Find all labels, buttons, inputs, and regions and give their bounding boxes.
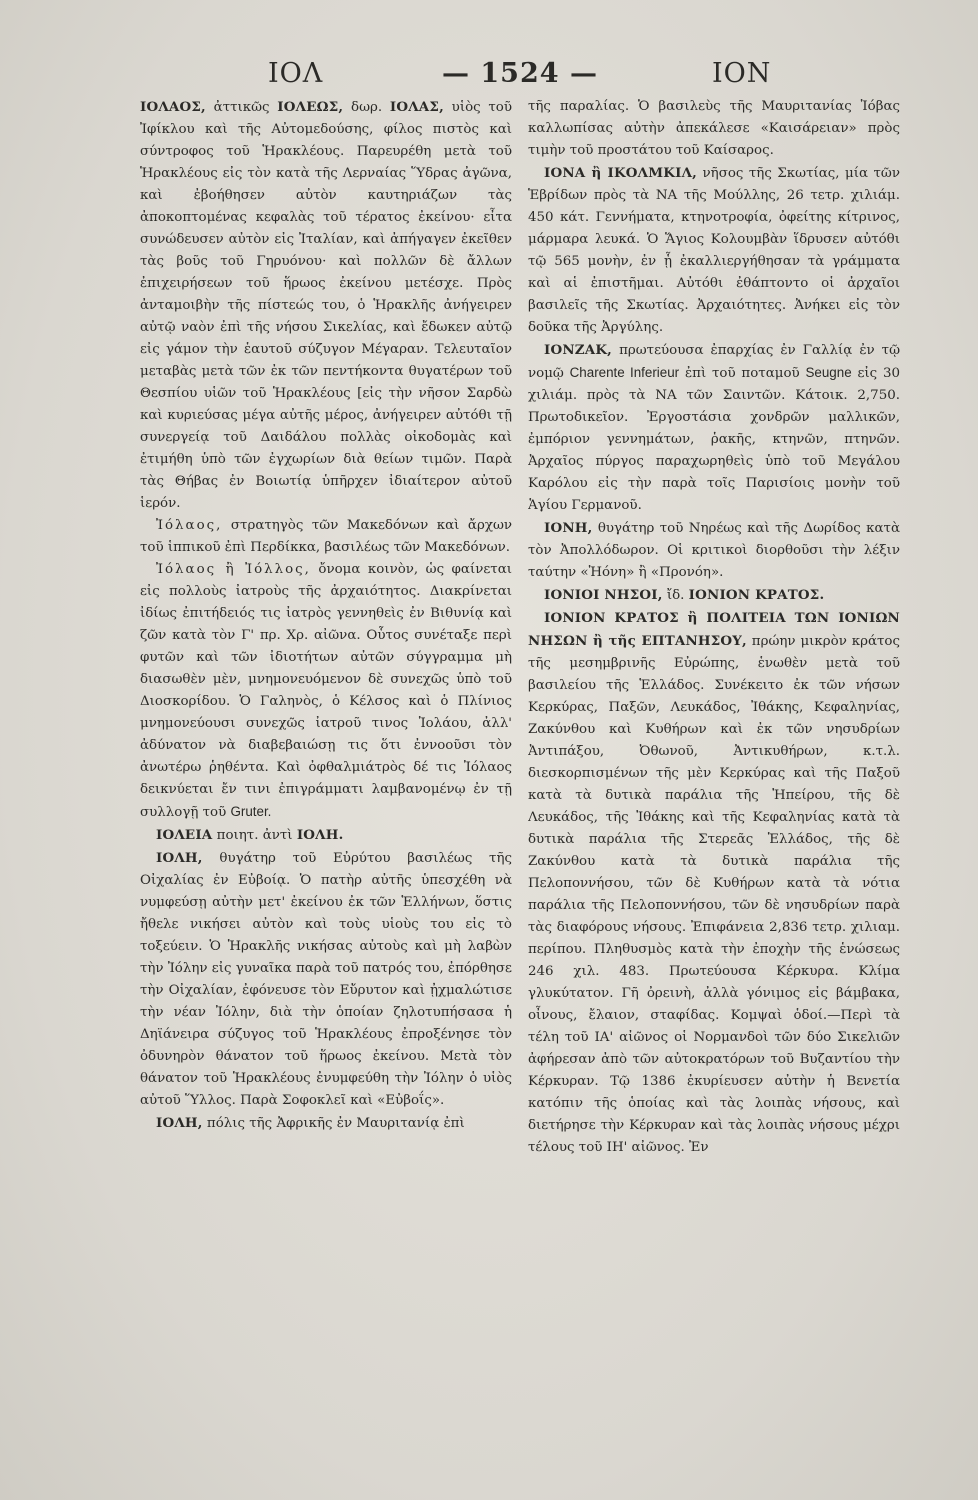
entry-text: θυγάτηρ τοῦ Εὐρύτου βασιλέως τῆς Οἰχαλίας ἐν Εὐβοίᾳ. Ὁ πατὴρ αὐτῆς ὑπεσχέθη νὰ νυμφεύσῃ αὐτὴν μετ' ἐκείνου ἐκ τῶν Ἑλλήνων, ὅστις ἤθελε νικήσει αὐτὸν καὶ τοὺς υἱοὺς του εἰς τὸ τοξεύειν. Ὁ Ἡρακλῆς νικήσας αὐτοὺς καὶ μὴ λαβὼν τὴν Ἰόλην εἰς γυναῖκα παρὰ τοῦ πατρός του, ἐπόρθησε τὴν Οἰχαλίαν, ἐφόνευσε τὸν Εὔρυτον καὶ ᾐχμαλώτισε τὴν νέαν Ἰόλην, διὰ τὴν ὁποίαν ζηλοτυπήσασα ἡ Δηϊάνειρα σύζυγος τοῦ Ἡρακλέους ἐπροξένησε τὸν ὀδυνηρὸν θάνατον τοῦ ἥρωος ἐκείνου. Μετὰ τὸν θάνατον τοῦ Ἡρακλέους ἐνυμφεύθη τὴν Ἰόλην ὁ υἱὸς αὐτοῦ Ὕλλος. Παρὰ Σοφοκλεῖ καὶ «Εὐβοΐς». <box>140 851 512 1108</box>
entry-iolaos-general <box>140 515 512 559</box>
header-left-keyword: ΙΟΛ <box>268 58 324 89</box>
page-header <box>0 58 978 98</box>
cross-reference: ΙΟΛΗ. <box>296 827 344 843</box>
entry-text: στρατηγὸς τῶν Μακεδόνων καὶ ἄρχων τοῦ ἱππικοῦ ἐπὶ Περδίκκα, βασιλέως τῶν Μακεδόνων. <box>140 518 512 555</box>
entry-text: δωρ. <box>343 100 390 115</box>
entry-headword-variant: ΙΟΛΑΣ, <box>389 99 444 115</box>
entry-iole-city <box>140 1112 512 1135</box>
cross-reference: ΙΟΝΙΟΝ ΚΡΑΤΟΣ. <box>688 587 825 603</box>
entry-headword: ΙΟΝΙΟΙ ΝΗΣΟΙ, <box>544 587 663 603</box>
entry-text: ἀττικῶς <box>205 100 278 115</box>
entry-text: πρώην μικρὸν κράτος τῆς μεσημβρινῆς Εὐρώπης, ἑνωθὲν μετὰ τοῦ βασιλείου τῆς Ἑλλάδος. Συνέκειτο ἐκ τῶν νήσων Κερκύρας, Παξῶν, Λευκάδος, Ἰθάκης, Κεφαληνίας, Ζακύνθου καὶ Κυθήρων καὶ ἐκ τῶν νησυδρίων Ἀντιπάξου, Ὀθωνοῦ, Ἀντικυθήρων, κ.τ.λ. διεσκορπισμένων τῆς μὲν Κερκύρας καὶ τῆς Παξοῦ κατὰ τὰ δυτικὰ παράλια τῆς Ἠπείρου, τῆς δὲ Λευκάδος, τῆς Ἰθάκης καὶ τῆς Κεφαληνίας κατὰ τὰ δυτικὰ παράλια τῆς Στερεᾶς Ἑλλάδος, τῆς δὲ Ζακύνθου κατὰ τὰ δυτικὰ παράλια τῆς Πελοποννήσου, τῶν δὲ Κυθήρων κατὰ τὰ νότια παράλια τῆς Πελοποννήσου, τῶν δὲ νησυδρίων παρὰ τὰς διαφόρους νήσους. Ἐπιφάνεια 2,836 τετρ. χιλιαμ. περίπου. Πληθυσμὸς κατὰ τὴν ἐποχὴν τῆς ἑνώσεως 246 χιλ. 483. Πρωτεύουσα Κέρκυρα. Κλίμα γλυκύτατον. Γῆ ὀρεινὴ, ἀλλὰ γόνιμος εἰς βάμβακα, οἶνους, ἔλαιον, σταφίδας. Κομψαὶ ὁδοί.—Περὶ τὰ τέλη τοῦ ΙΑ' αἰῶνος οἱ Νορμανδοὶ τῶν δύο Σικελιῶν ἀφήρεσαν ἀπὸ τῶν αὐτοκρατόρων τοῦ Βυζαντίου τὴν Κέρκυραν. Τῷ 1386 ἐκυρίευσεν αὐτὴν ἡ Βενετία κατόπιν τῆς ὁποίας καὶ τὰς λοιπὰς νήσους, καὶ διετήρησε τὴν Κέρκυραν καὶ τὰς λοιπὰς νήσους μέχρι τέλους τοῦ ΙΗ' αἰῶνος. Ἐν <box>528 634 900 1155</box>
entry-text: υἱὸς τοῦ Ἰφίκλου καὶ τῆς Αὐτομεδούσης, φίλος πιστὸς καὶ σύντροφος τοῦ Ἡρακλέους. Παρευρέθη μετὰ τοῦ Ἡρακλέους εἰς τὸν κατὰ τῆς Λερναίας Ὕδρας ἀγῶνα, καὶ ἐβοήθησεν αὐτὸν καυτηριάζων τὰς ἀποκοπτομένας κεφαλὰς τοῦ τέρατος ἐκείνου· εἶτα συνώδευσεν αὐτὸν εἰς Ἰταλίαν, καὶ ἀπήγαγεν ἐκεῖθεν τὰς βοῦς τοῦ Γηρυόνου· καὶ πολλῶν δὲ ἄλλων ἐπιχειρήσεων τοῦ ἥρωος ἐκείνου μετέσχε. Πρὸς ἀνταμοιβὴν τῆς πίστεώς του, ὁ Ἡρακλῆς ἀνήγειρεν αὐτῷ ναὸν ἐπὶ τῆς νήσου Σικελίας, καὶ ἔδωκεν αὐτῷ εἰς γάμον τὴν ἑαυτοῦ σύζυγον Μέγαραν. Τελευταῖον μεταβὰς μετὰ τῶν ἐκ τῶν πεντήκοντα θυγατέρων τοῦ Θεσπίου υἱῶν τοῦ Ἡρακλέους [εἰς τὴν νῆσον Σαρδὼ καὶ κυριεύσας μέγα αὐτῆς μέρος, ἀνήγειρεν αὐτόθι τῇ συνεργείᾳ τοῦ Δαιδάλου πολλὰς οἰκοδομὰς καὶ ἐτιμήθη ὑπὸ τῶν ἐγχωρίων διὰ θείων τιμῶν. Παρὰ τὰς Θήβας ἐν Βοιωτίᾳ ὑπῆρχεν ἰδιαίτερον αὐτοῦ ἱερόν. <box>140 100 512 511</box>
entry-headword: ΙΟΛΑΟΣ, <box>140 99 206 115</box>
entry-text: πρωτεύουσα ἐπαρχίας ἐν Γαλλίᾳ ἐν τῷ νομῷ <box>528 343 900 381</box>
entry-ione <box>528 517 900 584</box>
entry-headword: ΙΟΛΗ, <box>156 850 203 866</box>
entry-headword: ΙΟΛΗ, <box>156 1115 203 1131</box>
header-right-keyword: ΙΟΝ <box>712 58 772 89</box>
latin-term: Charente Inferieur <box>569 365 680 380</box>
entry-text: ὄνομα κοινὸν, ὡς φαίνεται εἰς πολλοὺς ἰατροὺς τῆς ἀρχαιότητος. Διακρίνεται ἰδίως ἐπιτήδειός τις ἰατρὸς γεννηθεὶς ἐν Βιθυνίᾳ καὶ ζῶν κατὰ τὸν Γ' πρ. Χρ. αἰῶνα. Οὗτος συνέταξε περὶ φυτῶν καὶ τῶν ἰδιοτήτων αὐτῶν σύγγραμμα μὴ διασωθὲν μὲν, μνημονευόμενον δὲ συνεχῶς ὑπὸ τοῦ Διοσκορίδου. Ὁ Γαληνὸς, ὁ Κέλσος καὶ ὁ Πλίνιος μνημονεύουσι συνεχῶς ἰατροῦ τινος Ἰολάου, ἀλλ' ἀδύνατον νὰ διαβεβαιώσῃ τις ὅτι ἐννοοῦσι τὸν ἀνωτέρω ῥηθέντα. Καὶ ὀφθαλμιάτρὸς δέ τις Ἰόλαος δεικνύεται ἔν τινι ἐπιγράμματι λαμβανομένῳ ἐν τῇ συλλογῇ τοῦ <box>140 562 512 820</box>
entry-headword: Ἰόλαος ἢ Ἰόλλος, <box>156 562 311 577</box>
entry-text: ἐπὶ τοῦ ποταμοῦ <box>679 366 806 381</box>
entry-headword: ΙΟΝΙΟΝ ΚΡΑΤΟΣ ἢ ΠΟΛΙΤΕΙΑ ΤΩΝ ΙΟΝΙΩΝ ΝΗΣΩΝ ἢ τῆς ΕΠΤΑΝΗΣΟΥ, <box>528 610 900 649</box>
entry-text: τῆς παραλίας. Ὁ βασιλεὺς τῆς Μαυριτανίας Ἰόβας καλλωπίσας αὐτὴν ἀπεκάλεσε «Καισάρειαν» πρὸς τιμὴν τοῦ προστάτου τοῦ Καίσαρος. <box>528 99 900 158</box>
latin-term: Seugne <box>805 365 852 380</box>
entry-iole <box>140 847 512 1112</box>
entry-iole-city-continued <box>528 96 900 162</box>
entry-text: θυγάτηρ τοῦ Νηρέως καὶ τῆς Δωρίδος κατὰ τὸν Ἀπολλόδωρον. Οἱ κριτικοὶ διορθοῦσι τὴν λέξιν ταύτην «Ἠόνη» ἢ «Προνόη». <box>528 521 900 580</box>
entry-ionian-islands <box>528 584 900 607</box>
left-column <box>140 96 512 1486</box>
entry-iolaos-physician <box>140 559 512 824</box>
entry-ioleia <box>140 824 512 847</box>
latin-term: Gruter. <box>230 804 272 819</box>
entry-iona <box>528 162 900 339</box>
entry-text: πόλις τῆς Ἀφρικῆς ἐν Μαυριτανίᾳ ἐπὶ <box>202 1116 465 1131</box>
right-column <box>528 96 900 1486</box>
entry-jonzac <box>528 339 900 517</box>
entry-headword: ΙΟΝΑ ἢ ΙΚΟΛΜΚΙΛ, <box>544 165 698 181</box>
entry-text: ἴδ. <box>662 588 689 603</box>
entry-headword-variant: ΙΟΛΕΩΣ, <box>277 99 344 115</box>
entry-headword: ΙΟΝΗ, <box>544 520 593 536</box>
entry-headword: Ἰόλαος, <box>156 518 223 533</box>
page-number: — 1524 — <box>442 58 598 89</box>
entry-text: νῆσος τῆς Σκωτίας, μία τῶν Ἑβρίδων πρὸς τὰ ΝΑ τῆς Μούλλης, 26 τετρ. χιλιάμ. 450 κάτ. Γεννήματα, κτηνοτροφία, ὀφείτης κίτρινος, μάρμαρα λευκά. Ὁ Ἅγιος Κολουμβὰν ἵδρυσεν αὐτόθι τῷ 565 μονὴν, ἐν ᾗ ἐκαλλιεργήθησαν τὰ γράμματα καὶ αἱ ἐπιστῆμαι. Αὐτόθι ἐθάπτοντο οἱ ἀρχαῖοι βασιλεῖς τῆς Σκωτίας. Ἀρχαιότητες. Ἀνήκει εἰς τὸν δοῦκα τῆς Ἀργύλης. <box>528 166 900 335</box>
entry-text: εἰς 30 χιλιάμ. πρὸς τὰ ΝΑ τῶν Σαιντῶν. Κάτοικ. 2,750. Πρωτοδικεῖον. Ἐργοστάσια χονδρῶν μαλλικῶν, ἐμπόριον γεννημάτων, ῥακῆς, κτηνῶν, πτηνῶν. Ἀρχαῖος πύργος παραχωρηθεὶς ὑπὸ τοῦ Μεγάλου Καρόλου εἰς τὴν παρὰ τοῖς Παρισίοις μονὴν τοῦ Ἁγίου Γερμανοῦ. <box>528 366 900 513</box>
entry-headword: ΙΟΛΕΙΑ <box>156 827 213 843</box>
entry-ionian-state <box>528 607 900 1159</box>
entry-iolaos <box>140 96 512 515</box>
entry-headword: ΙΟΝΖΑΚ, <box>544 342 613 358</box>
entry-text: ποιητ. ἀντὶ <box>212 828 297 843</box>
